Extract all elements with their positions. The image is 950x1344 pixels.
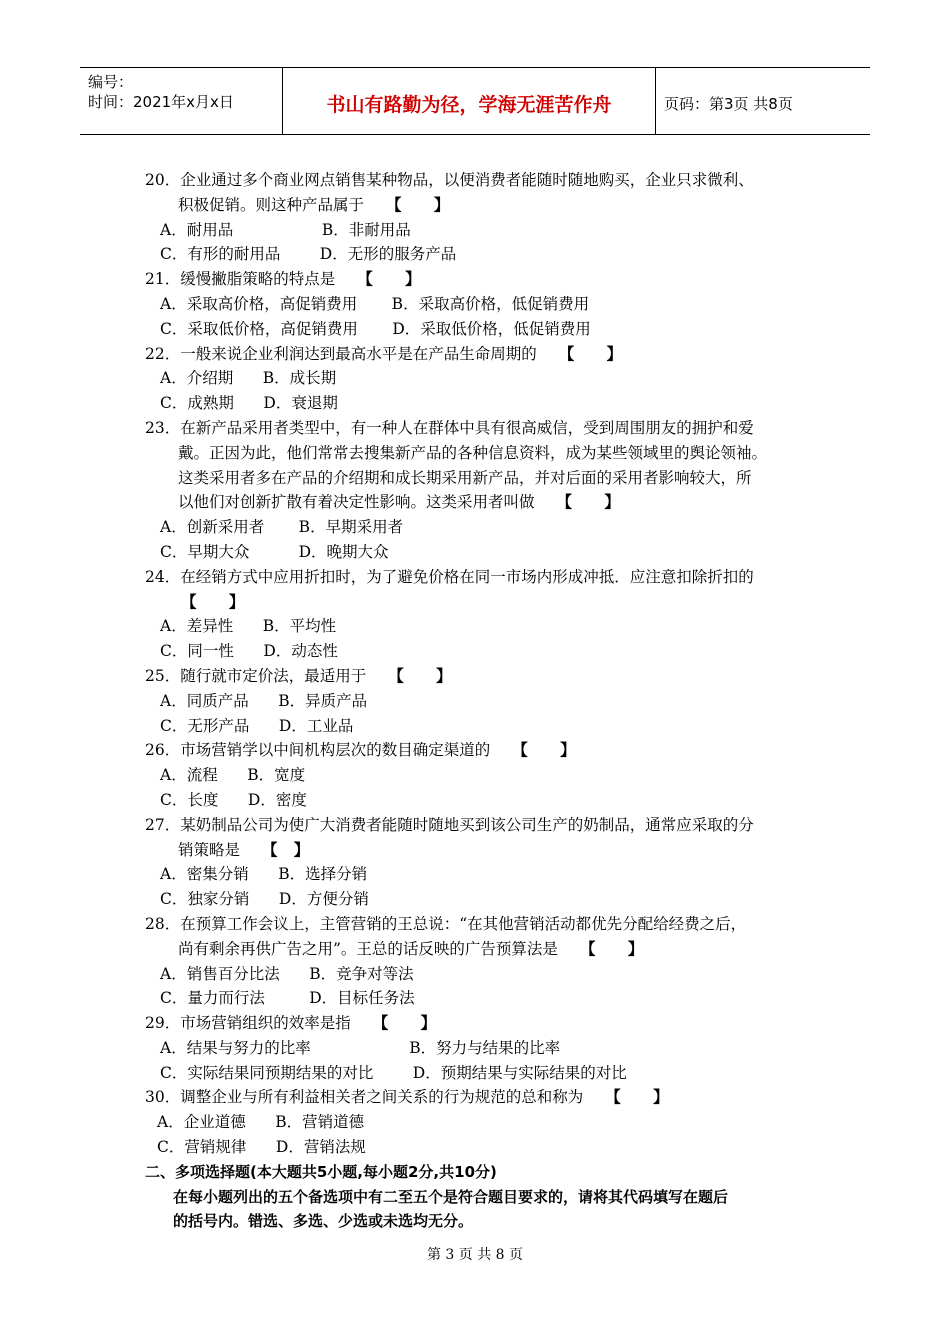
question-26 xyxy=(145,738,825,812)
section-title: 二、多项选择题(本大题共5小题,每小题2分,共10分) xyxy=(145,1162,497,1181)
question-27 xyxy=(145,813,825,912)
answer-bracket: 【 】 xyxy=(388,665,452,685)
page-header xyxy=(80,67,870,135)
header-meta xyxy=(80,68,283,134)
page-footer: 第 3 页 共 8 页 xyxy=(426,1247,524,1263)
option-row: A．销售百分比法 B．竞争对等法 xyxy=(160,964,414,983)
question-text: 在预算工作会议上，主管营销的王总说：“在其他营销活动都优先分配给经费之后， xyxy=(180,914,747,933)
option-row: C．早期大众 D．晚期大众 xyxy=(160,542,389,561)
option-row: C．实际结果同预期结果的对比 D．预期结果与实际结果的对比 xyxy=(160,1063,627,1082)
header-motto: 书山有路勤为径，学海无涯苦作舟 xyxy=(283,68,656,134)
question-text: 随行就市定价法，最适用于 xyxy=(180,666,367,685)
question-29 xyxy=(145,1011,825,1085)
question-23 xyxy=(145,416,825,565)
question-text-cont: 积极促销。则这种产品属于 xyxy=(178,195,365,214)
question-text: 市场营销学以中间机构层次的数目确定渠道的 xyxy=(180,741,491,760)
option-row: A．密集分销 B．选择分销 xyxy=(160,865,368,884)
option-row: A．流程 B．宽度 xyxy=(160,766,306,785)
question-text: 在新产品采用者类型中，有一种人在群体中具有很高威信，受到周围朋友的拥护和爱 xyxy=(180,418,754,437)
option-row: A．创新采用者 B．早期采用者 xyxy=(160,518,404,537)
question-number: 22． xyxy=(145,344,181,363)
answer-bracket: 【 】 xyxy=(386,194,450,214)
question-number: 20． xyxy=(145,171,181,189)
question-text-cont: 戴。正因为此，他们常常去搜集新产品的各种信息资料，成为某些领域里的舆论领袖。 xyxy=(178,443,768,462)
question-number: 24． xyxy=(145,567,181,586)
answer-bracket: 【 】 xyxy=(558,343,623,363)
question-25 xyxy=(145,664,825,738)
answer-bracket: 【 】 xyxy=(181,591,245,611)
section-instructions: 在每小题列出的五个备选项中有二至五个是符合题目要求的，请将其代码填写在题后 xyxy=(173,1187,729,1206)
question-text-cont: 以他们对创新扩散有着决定性影响。这类采用者叫做 xyxy=(178,493,535,512)
question-number: 29． xyxy=(145,1014,181,1033)
option-row: C．成熟期 D．衰退期 xyxy=(160,394,338,413)
question-text-cont: 尚有剩余再供广告之用”。王总的话反映的广告预算法是 xyxy=(178,939,558,958)
question-28 xyxy=(145,912,825,1011)
question-text: 某奶制品公司为使广大消费者能随时随地买到该公司生产的奶制品，通常应采取的分 xyxy=(180,815,754,834)
option-row: C．长度 D．密度 xyxy=(160,790,307,809)
question-text: 缓慢撇脂策略的特点是 xyxy=(180,270,336,289)
option-row: A．结果与努力的比率 B．努力与结果的比率 xyxy=(160,1038,561,1057)
section-instructions: 的括号内。错选、多选、少选或未选均无分。 xyxy=(173,1212,474,1231)
question-text-cont: 这类采用者多在产品的介绍期和成长期采用新产品，并对后面的采用者影响较大，所 xyxy=(178,468,752,487)
answer-bracket: 【 】 xyxy=(372,1013,437,1033)
question-list xyxy=(145,168,825,1234)
option-row: A．差异性 B．平均性 xyxy=(160,617,337,636)
option-row: A．采取高价格，高促销费用 B．采取高价格，低促销费用 xyxy=(160,294,590,313)
question-text: 市场营销组织的效率是指 xyxy=(180,1014,351,1033)
question-21 xyxy=(145,267,825,341)
answer-bracket: 【 】 xyxy=(262,839,310,859)
option-row: C．有形的耐用品 D．无形的服务产品 xyxy=(160,245,457,264)
question-30 xyxy=(145,1085,825,1159)
answer-bracket: 【 】 xyxy=(605,1087,669,1107)
question-20 xyxy=(145,168,825,267)
option-row: C．独家分销 D．方便分销 xyxy=(160,890,369,909)
header-page-label: 页码：第3页 共8页 xyxy=(664,94,793,113)
question-text: 企业通过多个商业网点销售某种物品，以便消费者能随时随地购买，企业只求微利、 xyxy=(180,171,754,189)
question-number: 26． xyxy=(145,741,181,760)
question-text: 一般来说企业利润达到最高水平是在产品生命周期的 xyxy=(180,344,537,363)
option-row: C．无形产品 D．工业品 xyxy=(160,716,354,735)
number-label: 编号： xyxy=(88,73,134,91)
question-text: 在经销方式中应用折扣时，为了避免价格在同一市场内形成冲抵．应注意扣除折扣的 xyxy=(180,567,754,586)
option-row: A．企业道德 B．营销道德 xyxy=(157,1113,365,1132)
question-number: 27． xyxy=(145,815,181,834)
option-row: A．同质产品 B．异质产品 xyxy=(160,691,368,710)
question-text-cont: 销策略是 xyxy=(178,840,241,859)
answer-bracket: 【 】 xyxy=(357,269,421,289)
answer-bracket: 【 】 xyxy=(579,938,644,958)
answer-bracket: 【 】 xyxy=(512,740,576,760)
option-row: C．量力而行法 D．目标任务法 xyxy=(160,989,415,1008)
question-number: 28． xyxy=(145,914,181,933)
option-row: C．采取低价格，高促销费用 D．采取低价格，低促销费用 xyxy=(160,319,591,338)
option-row: C．营销规律 D．营销法规 xyxy=(157,1138,366,1157)
question-number: 23． xyxy=(145,418,181,437)
option-row: A．耐用品 B．非耐用品 xyxy=(160,220,411,239)
question-24 xyxy=(145,565,825,664)
answer-bracket: 【 】 xyxy=(556,492,620,512)
time-label: 时间：2021年x月x日 xyxy=(88,93,234,111)
question-text: 调整企业与所有利益相关者之间关系的行为规范的总和称为 xyxy=(180,1088,584,1107)
question-22 xyxy=(145,342,825,416)
question-number: 30． xyxy=(145,1088,181,1107)
question-number: 21． xyxy=(145,270,181,289)
question-number: 25． xyxy=(145,666,181,685)
option-row: C．同一性 D．动态性 xyxy=(160,642,338,661)
option-row: A．介绍期 B．成长期 xyxy=(160,369,337,388)
